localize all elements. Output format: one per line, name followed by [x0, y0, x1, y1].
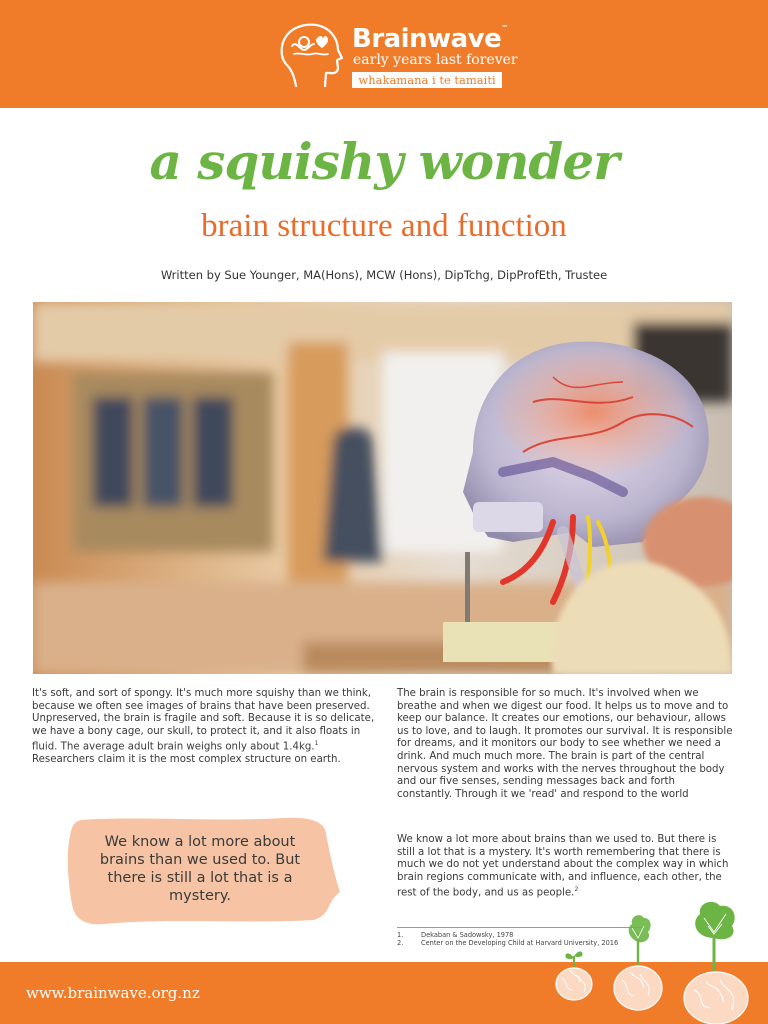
body-paragraph-2: We know a lot more about brains than we used to. But there is still a lot that is a mystery. It's worth remembering that there is much we do not yet understand about the complex way in which brain regions communicate with, and influence, each other, the rest of the body, and us as people.$^2$ [397, 834, 729, 899]
brand-name: Brainwave™ [352, 24, 508, 54]
page-title: a squishy wonder [149, 132, 619, 191]
body-paragraph-1: The brain is responsible for so much. It's involved when we breathe and when we digest our food. It helps us to move and to keep our balance. It creates our emotions, our behaviour, allows us to love, and to laugh. It promotes our survival. It is responsible for dreams, and it monitors our body to see whether we need a drink. And much much more. The brain is part of the central nervous system and works with the nerves throughout the body and our five senses, sending messages back and forth constantly. Through it we 'read' and respond to the world [397, 688, 733, 800]
brand-tagline: early years last forever [353, 52, 518, 68]
author-byline: Written by Sue Younger, MA(Hons), MCW (Hons), DipTchg, DipProfEth, Trustee [160, 268, 608, 282]
brain-model-photo [33, 302, 732, 674]
brand-tagline-maori: whakamana i te tamaiti [352, 72, 502, 88]
tree-brain-roots-icon [548, 898, 768, 1024]
reference-item: 2. Center on the Developing Child at Harvard University, 2016 [397, 939, 619, 947]
brain-head-logo-icon [278, 20, 348, 88]
pullquote-text: We know a lot more about brains than we used to. But there is still a lot that is a mystery. [99, 834, 301, 904]
reference-item: 1. Dekaban & Sadowsky, 1978 [397, 931, 514, 939]
header-banner [0, 0, 768, 108]
intro-paragraph: It's soft, and sort of spongy. It's much more squishy than we think, because we often see images of brains that have been preserved. Unpreserved, the brain is fragile and soft. Because it is so delicate, we have a bony cage, our skull, to protect it, and it also floats in fluid. The average adult brain weighs only about 1.4kg.$^1$ Researchers claim it is the most complex structure on earth. [32, 688, 375, 766]
page-subtitle: brain structure and function [201, 208, 567, 244]
website-link[interactable]: www.brainwave.org.nz [26, 984, 200, 1002]
